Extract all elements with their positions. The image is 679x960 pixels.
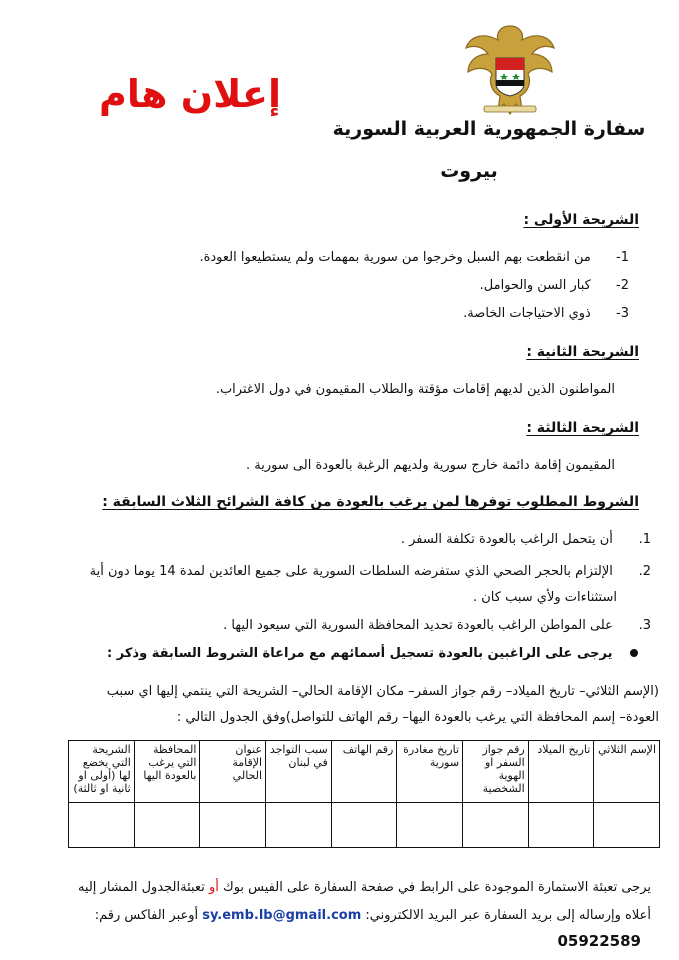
- category3-heading: الشريحة الثالثة :: [526, 420, 639, 436]
- item-number: 3-: [616, 306, 629, 321]
- footer-text: يرجى تعبئة الاستمارة الموجودة على الرابط في صفحة السفارة على الفيس بوك: [222, 880, 651, 895]
- table-cell[interactable]: [134, 803, 200, 848]
- footer-or: أو: [208, 880, 219, 895]
- item-number: 1.: [638, 532, 651, 547]
- table-header-cell: تاريخ مغادرة سورية: [397, 741, 463, 803]
- announcement-title: إعلان هام: [99, 72, 281, 116]
- registration-note: [31, 644, 651, 664]
- table-header-cell: عنوان الإقامة الحالي: [200, 741, 266, 803]
- item-text: أن يتحمل الراغب بالعودة تكلفة السفر .: [400, 532, 613, 547]
- footer-line1: [21, 878, 651, 898]
- footer-line2: [21, 906, 651, 926]
- table-header-cell: رقم الهاتف: [331, 741, 397, 803]
- condition-item: [31, 616, 651, 636]
- table-cell[interactable]: [463, 803, 529, 848]
- footer-text: أوعبر الفاكس رقم:: [94, 908, 199, 923]
- table-row: [69, 803, 660, 848]
- table-header-cell: المحافظة التي يرغب بالعودة اليها: [134, 741, 200, 803]
- table-header-row: [69, 741, 660, 803]
- fax-number: 05922589: [557, 932, 641, 950]
- table-header-cell: سبب التواجد في لبنان: [266, 741, 332, 803]
- item-text: ذوي الاحتياجات الخاصة.: [463, 306, 591, 321]
- item-number: 3.: [638, 618, 651, 633]
- item-number: 2-: [616, 278, 629, 293]
- fields-note-line1: (الإسم الثلاثي– تاريخ الميلاد– رقم جواز السفر– مكان الإقامة الحالي– الشريحة التي ينتمي إليها اي سبب: [106, 684, 659, 699]
- category1-item: [69, 276, 629, 296]
- conditions-heading: الشروط المطلوب توفرها لمن يرغب بالعودة من كافة الشرائح الثلاث السابقة :: [102, 494, 639, 510]
- category2-text: المواطنون الذين لديهم إقامات مؤقتة والطلاب المقيمون في دول الاغتراب.: [215, 382, 615, 397]
- item-text: كبار السن والحوامل.: [479, 278, 591, 293]
- embassy-name: سفارة الجمهورية العربية السورية: [332, 118, 646, 140]
- table-cell[interactable]: [69, 803, 135, 848]
- category1-item: [69, 304, 629, 324]
- category1-item: [69, 248, 629, 268]
- registration-table: [68, 740, 660, 848]
- table-header-cell: تاريخ الميلاد: [528, 741, 594, 803]
- table-cell[interactable]: [331, 803, 397, 848]
- condition-item: [31, 530, 651, 550]
- condition-item-continuation: استثناءات ولأي سبب كان .: [472, 590, 617, 605]
- footer-text: أعلاه وإرساله إلى بريد السفارة عبر البريد الالكتروني:: [365, 908, 651, 923]
- table-cell[interactable]: [266, 803, 332, 848]
- table-header-cell: رقم جواز السفر او الهوية الشخصية: [463, 741, 529, 803]
- item-text: الإلتزام بالحجر الصحي الذي ستفرضه السلطات السورية على جميع العائدين لمدة 14 يوما دون أية: [89, 564, 613, 579]
- fields-note-line2: العودة– إسم المحافظة التي يرغب بالعودة اليها– رقم الهاتف للتواصل)وفق الجدول التالي :: [176, 710, 659, 725]
- email-link[interactable]: sy.emb.lb@gmail.com: [202, 908, 362, 923]
- bullet-text: يرجى على الراغبين بالعودة تسجيل أسمائهم مع مراعاة الشروط السابقة وذكر :: [107, 646, 613, 661]
- bullet-icon: [617, 644, 651, 664]
- table-cell[interactable]: [594, 803, 660, 848]
- syrian-eagle-emblem-icon: [462, 18, 558, 118]
- table-cell[interactable]: [528, 803, 594, 848]
- table-cell[interactable]: [397, 803, 463, 848]
- city-name: بيروت: [440, 160, 498, 182]
- item-text: على المواطن الراغب بالعودة تحديد المحافظة السورية التي سيعود اليها .: [223, 618, 613, 633]
- category3-text: المقيمون إقامة دائمة خارج سورية ولديهم الرغبة بالعودة الى سورية .: [246, 458, 615, 473]
- condition-item: [21, 562, 651, 582]
- category1-heading: الشريحة الأولى :: [523, 212, 639, 228]
- footer-text: تعبئةالجدول المشار إليه: [77, 880, 205, 895]
- item-number: 2.: [638, 564, 651, 579]
- item-number: 1-: [616, 250, 629, 265]
- category2-heading: الشريحة الثانية :: [526, 344, 639, 360]
- table-header-cell: الشريحة التي يخضع لها (أولى او ثانية او ثالثة): [69, 741, 135, 803]
- table-header-cell: الإسم الثلاثي: [594, 741, 660, 803]
- table-cell[interactable]: [200, 803, 266, 848]
- item-text: من انقطعت بهم السبل وخرجوا من سورية بمهمات ولم يستطيعوا العودة.: [199, 250, 591, 265]
